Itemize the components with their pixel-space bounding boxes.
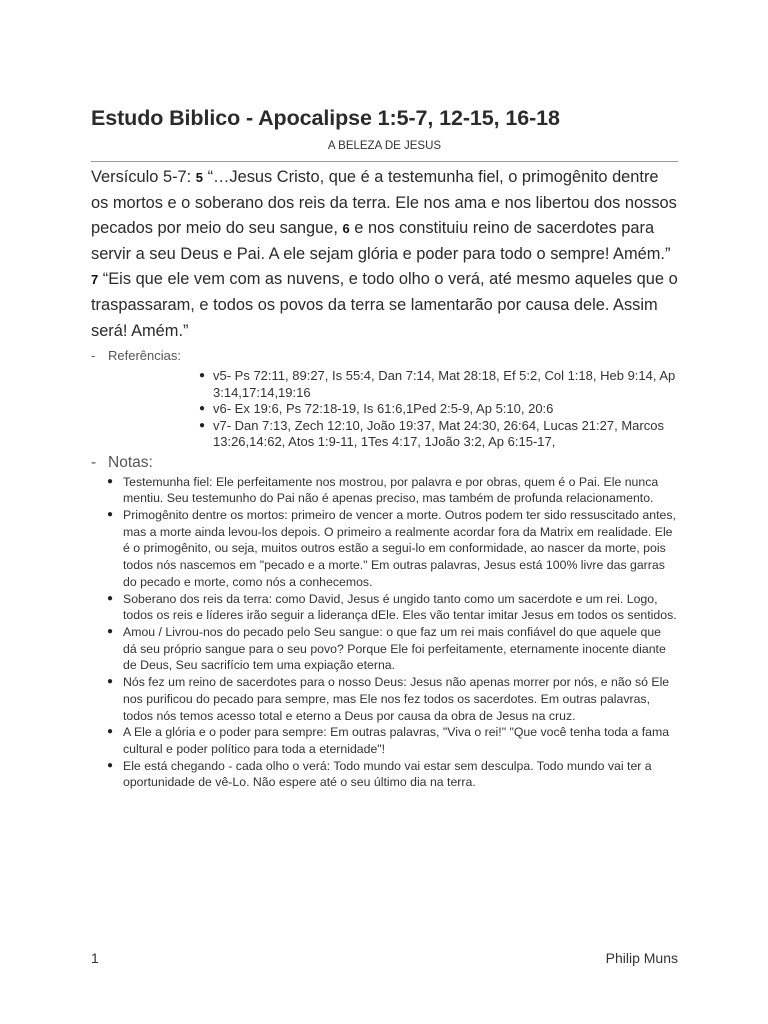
notes-list xyxy=(91,474,678,791)
reference-item: ● v5- Ps 72:11, 89:27, Is 55:4, Dan 7:14, Mat 28:18, Ef 5:2, Col 1:18, Heb 9:14, Ap 3:14,17:14,19:16 xyxy=(199,368,676,400)
verse-number-7: 7 xyxy=(91,272,99,288)
verse-text-6: e nos constituiu reino de sacerdotes para servir a seu Deus e Pai. A ele sejam glória e poder para todo o sempre! Amém.” xyxy=(91,219,671,263)
verse-number-6: 6 xyxy=(342,221,350,237)
references-label: Referências: xyxy=(108,348,181,364)
verse-text-7: “Eis que ele vem com as nuvens, e todo olho o verá, até mesmo aqueles que o traspassaram, e todos os povos da terra se lamentarão por causa dele. Assim será! Amém.” xyxy=(91,270,678,340)
notes-label: Notas: xyxy=(108,453,153,471)
note-item: ● Soberano dos reis da terra: como David, Jesus é ungido tanto como um sacerdote e um rei. Logo, todos os reis e líderes irão seguir a liderança dEle. Eles vão tentar imitar Jesus em todos os sentidos. xyxy=(107,591,677,623)
references-dash: - xyxy=(91,348,96,364)
bullet-icon: ● xyxy=(107,759,114,771)
notes-section xyxy=(91,453,678,791)
references-section xyxy=(91,348,678,451)
title-divider xyxy=(91,161,678,162)
bullet-icon: ● xyxy=(107,726,114,738)
note-item: ● Testemunha fiel: Ele perfeitamente nos mostrou, por palavra e por obras, quem é o Pai. Ele nunca mentiu. Seu testemunho do Pai não é apenas preciso, mas também de profunda relacionamento. xyxy=(107,474,659,506)
verse-paragraph xyxy=(91,165,678,344)
bullet-icon: ● xyxy=(107,592,114,604)
references-list xyxy=(91,368,678,451)
verse-number-5: 5 xyxy=(195,170,204,185)
notes-dash: - xyxy=(91,453,97,471)
reference-item: ● v7- Dan 7:13, Zech 12:10, João 19:37, Mat 24:30, 26:64, Lucas 21:27, Marcos 13:26,14:62, Atos 1:9-11, 1Tes 4:17, 1João 3:2, Ap 6:15-17, xyxy=(199,417,664,450)
note-item: ● Amou / Livrou-nos do pecado pelo Seu sangue: o que faz um rei mais confiável do que aquele que dá seu próprio sangue para o seu povo? Porque Ele foi perfeitamente, eternamente inocente diante de Deus, Seu sacrifício tem uma expiação eterna. xyxy=(107,624,666,673)
page-number: 1 xyxy=(91,950,99,966)
bullet-icon: ● xyxy=(199,370,206,382)
note-item: ● Primogênito dentre os mortos: primeiro de vencer a morte. Outros podem ter sido ressuscitado antes, mas a morte ainda levou-los depois. O primeiro a realmente acordar fora da Matrix em realidade. Ele é o primogênito, ou seja, muitos outros estão a segui-lo em conformidade, ao nascer da morte, pois todos nós nascemos em "pecado e a morte." Em outras palavras, Jesus está 100% livre das garras do pecado e morte, como nós a conhecemos. xyxy=(107,508,676,589)
note-item: ● A Ele a glória e o poder para sempre: Em outras palavras, "Viva o rei!" "Que você tenha toda a fama cultural e poder político para toda a eternidade"! xyxy=(107,725,670,756)
verse-text-5: “…Jesus Cristo, que é a testemunha fiel, o primogênito dentre os mortos e o soberano dos reis da terra. Ele nos ama e nos libertou dos nossos pecados por meio do seu sangue, xyxy=(91,168,677,238)
document-subtitle: A BELEZA DE JESUS xyxy=(327,140,442,152)
bullet-icon: ● xyxy=(107,625,114,637)
note-item: ● Nós fez um reino de sacerdotes para o nosso Deus: Jesus não apenas morrer por nós, e não só Ele nos purificou do pecado para sempre, mas Ele nos fez todos os sacerdotes. Em outras palavras, todos nós temos acesso total e eterno a Deus por causa da obra de Jesus na cruz. xyxy=(107,675,670,723)
bullet-icon: ● xyxy=(107,475,114,487)
note-item: ● Ele está chegando - cada olho o verá: Todo mundo vai estar sem desculpa. Todo mundo vai ter a oportunidade de vê-Lo. Não espere até o seu último dia na terra. xyxy=(107,758,652,790)
bullet-icon: ● xyxy=(107,676,114,688)
document-page xyxy=(91,104,678,791)
reference-item: ● v6- Ex 19:6, Ps 72:18-19, Is 61:6,1Ped 2:5-9, Ap 5:10, 20:6 xyxy=(199,401,554,417)
verse-label: Versículo 5-7: xyxy=(91,168,196,186)
document-title: Estudo Biblico - Apocalipse 1:5-7, 12-15, 16-18 xyxy=(91,106,560,130)
bullet-icon: ● xyxy=(107,509,114,521)
bullet-icon: ● xyxy=(199,403,206,415)
bullet-icon: ● xyxy=(199,419,206,431)
author-name: Philip Muns xyxy=(605,950,678,966)
